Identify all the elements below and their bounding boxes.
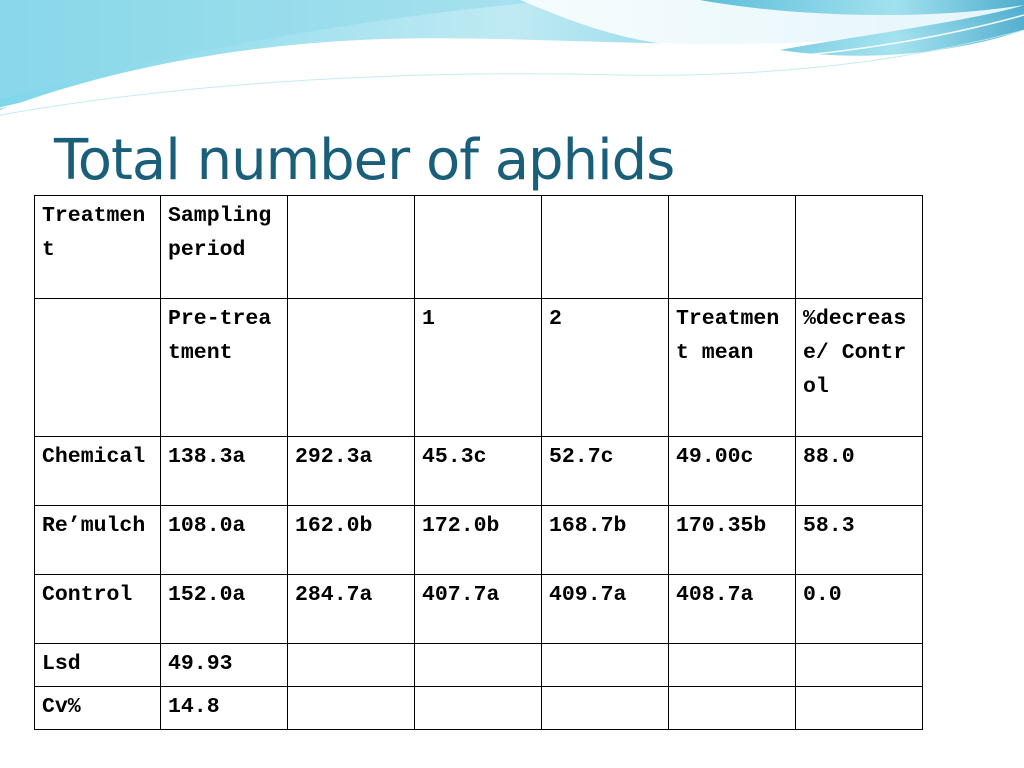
table-cell (669, 687, 796, 730)
table-cell: 168.7b (542, 506, 669, 575)
table-cell: 408.7a (669, 575, 796, 644)
table-cell: 152.0a (161, 575, 288, 644)
table-cell: Re’mulch (35, 506, 161, 575)
table-row (35, 196, 923, 299)
table-cell: 45.3c (415, 437, 542, 506)
table-cell (796, 644, 923, 687)
table-cell: Sampling period (161, 196, 288, 299)
table-cell: 284.7a (288, 575, 415, 644)
table-cell: 407.7a (415, 575, 542, 644)
table-cell: Chemical (35, 437, 161, 506)
table-cell (288, 687, 415, 730)
table-cell: Treatment (35, 196, 161, 299)
table-cell (669, 644, 796, 687)
table-cell: Pre-treatment (161, 299, 288, 437)
table-cell (35, 299, 161, 437)
table-cell: 14.8 (161, 687, 288, 730)
table-cell: 52.7c (542, 437, 669, 506)
table-cell: 170.35b (669, 506, 796, 575)
table-cell (415, 687, 542, 730)
table-cell (288, 299, 415, 437)
table-cell: 162.0b (288, 506, 415, 575)
table-cell (542, 644, 669, 687)
table-cell: 49.00c (669, 437, 796, 506)
table-cell (288, 196, 415, 299)
table-cell (669, 196, 796, 299)
table-cell: 108.0a (161, 506, 288, 575)
table-row (35, 687, 923, 730)
table-row (35, 644, 923, 687)
table-cell (542, 687, 669, 730)
table-cell (796, 196, 923, 299)
table-cell (415, 644, 542, 687)
table-cell: 292.3a (288, 437, 415, 506)
table-cell (415, 196, 542, 299)
table-cell (288, 644, 415, 687)
table-cell: 1 (415, 299, 542, 437)
table-row (35, 575, 923, 644)
table-cell: 409.7a (542, 575, 669, 644)
table-cell (796, 687, 923, 730)
table-cell: 49.93 (161, 644, 288, 687)
decorative-wave-banner (0, 0, 1024, 120)
aphid-count-table (34, 195, 923, 730)
table-cell: Treatment mean (669, 299, 796, 437)
table-cell: Cv% (35, 687, 161, 730)
table-cell (542, 196, 669, 299)
table-row (35, 506, 923, 575)
table-cell: 0.0 (796, 575, 923, 644)
table-row (35, 299, 923, 437)
table-cell: Lsd (35, 644, 161, 687)
table-cell: 2 (542, 299, 669, 437)
slide-title: Total number of aphids (54, 128, 675, 193)
table-row (35, 437, 923, 506)
table-cell: 138.3a (161, 437, 288, 506)
table-cell: 88.0 (796, 437, 923, 506)
table-cell: 58.3 (796, 506, 923, 575)
table-cell: 172.0b (415, 506, 542, 575)
table-cell: Control (35, 575, 161, 644)
table-cell: %decrease/ Control (796, 299, 923, 437)
